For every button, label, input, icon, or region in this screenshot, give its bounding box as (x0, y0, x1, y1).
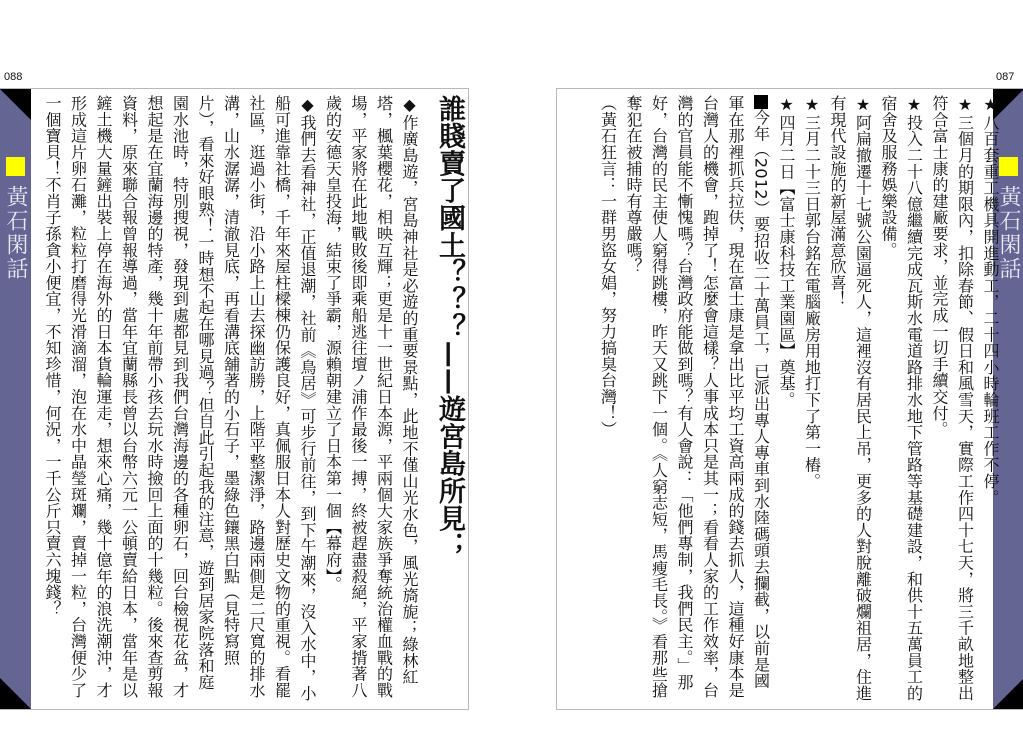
section-label: 黃石閑話 (3, 185, 28, 281)
left-page-text (38, 95, 470, 703)
right-page (556, 88, 1023, 710)
side-tab-left (0, 89, 31, 709)
star-icon: ★ (853, 95, 873, 115)
list-item: ★三個月的期限內，扣除春節、假日和風雪天，實際工作四十七天，將三千畝地整出符合富士康的建廠要求，並完成一切手續交付。 (930, 95, 975, 702)
list-item: ★阿扁撤遷十七號公園逼死人，這裡沒有居民上吊，更多的人對脫離破爛祖居，住進有現代設施的新屋滿意欣喜！ (828, 95, 873, 702)
star-icon: ★ (955, 95, 975, 115)
signoff: （黃石狂言：一群男盜女娼，努力搞臭台灣！） (598, 95, 618, 438)
section-label: 黃石閑話 (996, 185, 1021, 281)
star-icon: ★ (777, 95, 796, 115)
page-number-left: 088 (4, 71, 23, 83)
list-item: ★八百套重工機具開進動工，二十四小時輪班工作不停。 (981, 95, 1000, 506)
star-icon: ★ (904, 95, 924, 115)
list-item: ★三月二十三日郭台銘在電腦廠房用地打下了第一樁。 (802, 95, 822, 490)
list-item: ★投入二十八億繼續完成瓦斯水電道路排水地下管路等基礎建設，和供十五萬員工的宿舍及服務娛樂設備。 (879, 95, 924, 702)
black-block-icon (754, 95, 768, 109)
corner-triangle-icon (0, 678, 31, 709)
list-item: ★四月二日【富士康科技工業園區】奠基。 (777, 95, 796, 408)
paragraph: ◆我們去看神社，正值退潮，社前《鳥居》可步行前往，到下午潮來，沒入水中，小船可進靠社橋，千年來屋柱樑棟仍保護良好，真佩服日本人對歷史文物的重視。看罷社區，逛過小街，沿小路上山去探幽訪勝，上階平整潔淨，路邊兩側是二尺寬的排水溝，山水潺潺，清澈見底，再看溝底舖著的小石子，墨綠色鑲黑白點（見特寫照片），看來好眼熟！一時想不起在哪見過？但自此引起我的注意，遊到居家院落和庭園水池時，特別搜視，發現到處都見到我們台灣海邊的各種卵石，回台檢視花盆，才想起是在宜蘭海邊的特產，幾十年前帶小孩去玩水時撿回上面的十幾粒。後來查剪報資料，原來聯合報曾報導過，當年宜蘭縣長曾以台幣六元一公頓賣給日本，當年是以鏟土機大量鏟出裝上停在海外的日本貨輪運走，想來心痛，幾十億年的浪洗潮沖，才形成這片卵石灘，粒粒打磨得光滑滴溜，泡在水中晶瑩斑斕，賣掉一粒，台灣便少了一個寶貝！不肖子孫貪小便宜，不知珍惜，何況，一千公斤只賣六塊錢？ (43, 95, 317, 702)
left-page (0, 88, 469, 710)
corner-triangle-icon (0, 89, 31, 120)
star-icon: ★ (802, 95, 822, 115)
commentary-paragraph: 今年（2012）要招收二十萬員工，已派出專人專車到水陸碼頭去攔截，以前是國軍在那裡抓兵拉伕，現在富士康是拿出比平均工資高兩成的錢去抓人，這種好康本是台灣人的機會，跑掉了！怎麼會這樣？人事成本只是其一；看看人家的工作效率，台灣的官員能不慚愧嗎？台灣政府能做到嗎？有人會說：「他們專制，我們民主。」那好，台灣的民主使人窮得跳樓，昨天又跳下一個。《人窮志短，馬瘦毛長。》看那些搶奪犯在被捕時有尊嚴嗎？ (624, 95, 771, 699)
right-page-text (577, 95, 1003, 703)
star-icon: ★ (981, 95, 1000, 115)
yellow-square-icon (6, 157, 25, 176)
page-number-right: 087 (996, 71, 1015, 83)
diamond-bullet-icon: ◆ (400, 95, 419, 115)
article-headline: 誰賤賣了國土？？？——遊宮島所見； (434, 95, 465, 560)
paragraph: ◆作廣島遊，宮島神社是必遊的重要景點，此地不僅山光水色，風光旖旎；綠林紅塔，楓葉櫻花，相映互輝；更是十一世紀日本源，平兩個大家族爭奪統治權血戰的戰場，平家將在此地戰敗後即乘船逃往壇ノ浦作最後一搏，終被趕盡殺絕，平家揹著八歲的安德天皇投海，結束了爭霸，源賴朝建立了日本第一個【幕府】。 (323, 95, 419, 699)
diamond-bullet-icon: ◆ (298, 95, 317, 115)
